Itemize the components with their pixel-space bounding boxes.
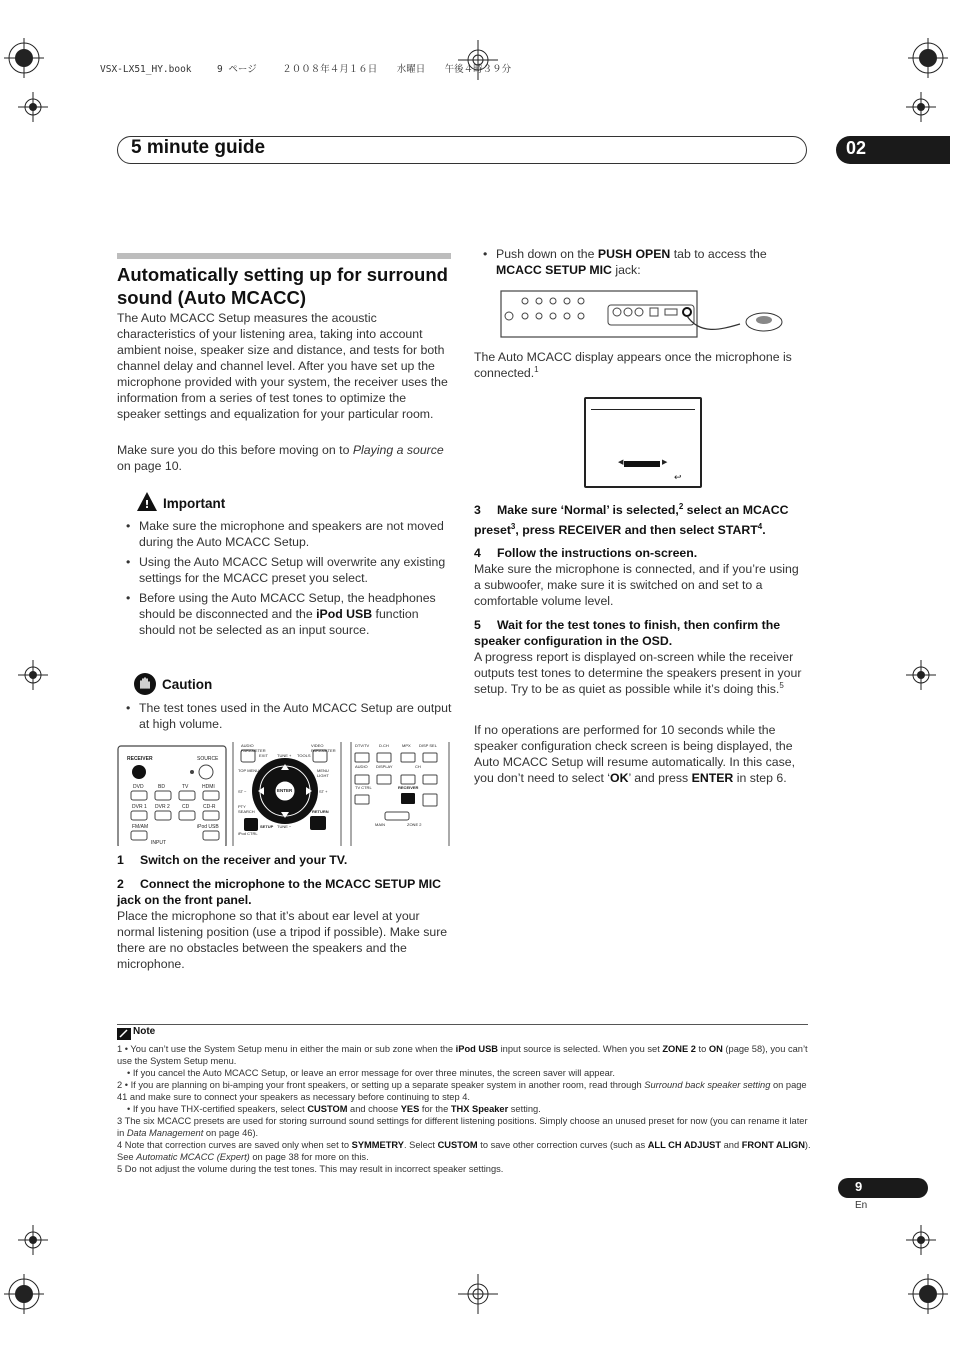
remote-tools: TOOLS [297,753,311,758]
registration-mark-top-right [908,38,948,78]
step-4-number: 4 [474,546,481,560]
step-5-enter: ENTER [691,771,734,785]
important-item3-post: function should not be selected as an input source. [139,607,419,637]
front-panel-illustration [500,290,785,340]
print-weekday: 水曜日 [396,64,426,75]
note-4-italic: Automatic MCACC (Expert) [136,1152,250,1162]
remote-ch: CH [415,764,421,769]
note-1a-to: to [695,1044,709,1054]
step-5-title: Wait for the test tones to finish, then confirm the speaker configuration in the OSD. [474,618,781,648]
note-2b [117,1103,811,1115]
step-3-part2: select an MCACC preset [474,503,789,537]
important-icon [136,491,158,518]
registration-mark-left-upper [18,92,48,122]
note-3 [117,1115,811,1139]
note-1a-b1: iPod USB [455,1044,499,1054]
page-title: 5 minute guide [131,137,266,158]
notes-divider [117,1024,808,1025]
remote-audio-param: AUDIO PARAMETER [241,743,266,753]
remote-display: DISPLAY [376,764,393,769]
osd-selection-bar [624,461,660,467]
registration-mark-bottom-right [908,1274,948,1314]
remote-video-param: VIDEO PARAMETER [311,743,336,753]
print-filename: VSX-LX51_HY.book [100,64,192,75]
notes-body [117,1043,811,1175]
step-5-body [474,649,808,697]
page-number: 9 [855,1179,863,1194]
remote-pty-search: PTY SEARCH [238,804,255,814]
step-5-para2-pre: If no operations are performed for 10 seconds while the speaker configuration check screen is being displayed, the Auto MCACC Setup will resume automatically. In this case, you don’t need to select ‘ [474,723,795,785]
step-3-part1: Make sure ‘Normal’ is selected, [497,503,679,517]
note-4-see: ). See [117,1140,811,1162]
remote-btn-dvr1: DVR 1 [132,804,147,810]
step-3-ref2: 3 [510,521,516,531]
step-3-part3: , press RECEIVER and then select START [515,523,758,537]
note-2b-b1: CUSTOM [307,1104,348,1114]
step-1-title: Switch on the receiver and your TV. [140,853,348,867]
intro-paragraph: The Auto MCACC Setup measures the acoustic characteristics of your listening area, taking into account ambient noise, speaker size and distance, and tests for both channel delay and channel level. After you have set up the microphone provided with your system, the receiver uses the information from a series of test tones to optimize the speaker settings and equalization for your particular room. [117,311,448,421]
before-text-pre: Make sure you do this before moving on to [117,443,353,457]
note-2b-b2: YES [400,1104,420,1114]
step-3-number: 3 [474,503,481,517]
step-5-para2-post: in step 6. [733,771,787,785]
note-3-italic: Data Management [126,1128,204,1138]
note-1a-pre: 1 • You can’t use the System Setup menu in either the main or sub zone when the [117,1044,456,1054]
print-date: ２００８年４月１６日 [282,64,378,75]
note-1a [117,1043,811,1067]
registration-mark-top-center [458,40,498,80]
remote-zone2: ZONE 2 [407,822,422,827]
step-5 [474,617,808,649]
remote-btn-ipod-usb: iPod USB [197,824,219,830]
step-4-title: Follow the instructions on-screen. [497,546,698,560]
remote-btn-cd: CD [182,804,190,810]
push-open-bullet [474,246,808,282]
important-item3-pre: Before using the Auto MCACC Setup, the headphones should be disconnected and the [139,591,436,621]
note-2a-post: on page 41 and make sure to connect your speakers as necessary before continuing to step 4. [117,1080,807,1102]
registration-mark-right-lower [906,1225,936,1255]
print-time: 午後４時３９分 [444,64,512,75]
remote-st-minus: ST − [238,789,247,794]
note-4-pre: 4 Note that correction curves are saved only when set to [117,1140,352,1150]
remote-btn-tv: TV [182,784,189,790]
remote-tune-down: TUNE − [277,824,292,829]
note-2b-pre: • If you have THX-certified speakers, select [127,1104,308,1114]
remote-d-ch: D.CH [379,743,389,748]
section-title: Automatically setting up for surround sound (Auto MCACC) [117,264,448,308]
note-1a-post: (page 58), you can’t use the System Setup menu. [117,1044,808,1066]
remote-btn-fmam: FM/AM [132,824,149,830]
important-item3-bold: iPod USB [316,607,373,621]
before-paragraph [117,442,453,474]
step-5-ok: OK [610,771,629,785]
remote-dtv-tv: DTV/TV [355,743,370,748]
important-item: • Make sure the microphone and speakers are not moved during the Auto MCACC Setup. [117,518,453,550]
osd-return-icon: ↩ [674,472,682,482]
note-4-b1: SYMMETRY [351,1140,404,1150]
note-2b-mid: and choose [347,1104,401,1114]
caution-list [117,700,453,736]
osd-arrow-left-icon: ◀ [618,459,624,466]
registration-mark-left-middle [18,660,48,690]
remote-menu-light: MENU LIGHT [317,768,329,778]
remote-source-label: SOURCE [197,756,219,762]
remote-top-menu: TOP MENU [238,768,259,773]
step-2 [117,876,453,908]
print-info [100,61,511,75]
registration-mark-top-left [4,38,44,78]
step-3 [474,500,808,540]
note-2a-italic: Surround back speaker setting [644,1080,771,1090]
remote-main: MAIN [375,822,385,827]
remote-receiver-label: RECEIVER [127,756,153,762]
step-3-ref3: 4 [757,521,763,531]
note-4-post: on page 38 for more on this. [249,1152,369,1162]
print-page-marker: 9 ページ [216,64,257,75]
note-2b-mid2: for the [419,1104,451,1114]
remote-btn-dvd: DVD [133,784,144,790]
note-3-post: on page 46). [203,1128,259,1138]
step-2-title: Connect the microphone to the MCACC SETUP MIC jack on the front panel. [117,877,442,907]
osd-screen [584,397,702,488]
push-open-post: jack: [611,263,641,277]
note-2a [117,1079,811,1103]
note-2b-b3: THX Speaker [450,1104,509,1114]
page-number-tab [838,1178,928,1198]
remote-setup: SETUP [260,824,274,829]
notes-label: Note [133,1026,156,1037]
step-2-number: 2 [117,877,124,891]
remote-audio: AUDIO [355,764,368,769]
push-open-pre: Push down on the [496,247,598,261]
important-list [117,518,453,642]
remote-return: RETURN [312,809,329,814]
step-1 [117,852,453,868]
registration-mark-bottom-center [458,1274,498,1314]
before-text-post: on page 10. [117,459,182,473]
step-5-para2 [474,722,808,786]
remote-exit: EXIT [259,753,268,758]
registration-mark-right-middle [906,660,936,690]
registration-mark-bottom-left [4,1274,44,1314]
note-1a-b3: ON [708,1044,723,1054]
push-open-jack: MCACC SETUP MIC [496,263,612,277]
remote-illustration [117,742,451,846]
push-open-mid: tab to access the [670,247,767,261]
step-5-ref: 5 [779,680,784,690]
note-4-b3: ALL CH ADJUST [647,1140,722,1150]
step-1-number: 1 [117,853,124,867]
note-4-b2: CUSTOM [437,1140,478,1150]
step-3-part4: . [762,523,766,537]
note-1b: • If you cancel the Auto MCACC Setup, or leave an error message for over three minutes, the screen saver will appear. [127,1068,615,1078]
caution-title: Caution [162,677,213,692]
step-5-body-text: A progress report is displayed on-screen while the receiver outputs test tones to determine the speakers present in your setup. Try to be as quiet as possible while it’s doing this. [474,650,802,696]
registration-mark-left-lower [18,1225,48,1255]
remote-receiver-button: RECEIVER [398,785,419,790]
osd-note-text: The Auto MCACC display appears once the microphone is connected. [474,350,792,380]
step-3-ref1: 2 [678,501,684,511]
before-text-link: Playing a source [352,443,444,457]
note-4-b4: FRONT ALIGN [741,1140,805,1150]
registration-mark-right-upper [906,92,936,122]
step-4 [474,545,808,561]
note-4-and: and [721,1140,742,1150]
remote-st-plus: ST + [319,789,328,794]
remote-btn-dvr2: DVR 2 [155,804,170,810]
note-1a-b2: ZONE 2 [662,1044,696,1054]
important-title: Important [163,496,226,511]
chapter-number: 02 [846,138,867,158]
remote-disp-sel: DISP SEL [419,743,437,748]
caution-icon [133,672,157,701]
step-5-para2-mid: ’ and press [628,771,692,785]
note-1a-mid: input source is selected. When you set [498,1044,663,1054]
osd-arrow-right-icon: ▶ [662,459,668,466]
caution-item: • The test tones used in the Auto MCACC Setup are output at high volume. [117,700,453,732]
step-5-number: 5 [474,618,481,632]
remote-tv-ctrl: TV CTRL [355,785,372,790]
remote-enter: ENTER [277,788,293,793]
step-2-body: Place the microphone so that it’s about ear level at your normal listening position (use a tripod if possible). Make sure there are no obstacles between the speakers and the microphone. [117,909,448,971]
section-bar [117,253,451,259]
note-4 [117,1139,811,1163]
note-5: 5 Do not adjust the volume during the test tones. This may result in incorrect speaker settings. [117,1164,504,1174]
remote-mpx: MPX [402,743,411,748]
push-open-tab: PUSH OPEN [597,247,671,261]
osd-note [474,349,808,381]
remote-input-label: INPUT [151,840,166,846]
step-4-body: Make sure the microphone is connected, and if you’re using a subwoofer, make sure it is switched on and set to a comfortable volume level. [474,562,799,608]
remote-tune-up: TUNE + [277,753,292,758]
remote-ipod-ctrl: iPod CTRL [238,831,258,836]
svg-text:!: ! [144,498,150,511]
note-3-pre: 3 The six MCACC presets are used for storing surround sound settings for different listening positions. Simply choose an unused preset for now (you can rename it later in [117,1116,808,1138]
remote-btn-bd: BD [158,784,165,790]
note-2b-post: setting. [508,1104,541,1114]
important-item [117,590,453,638]
note-4-mid2: to save other correction curves (such as [477,1140,648,1150]
remote-btn-cdr: CD-R [203,804,216,810]
osd-note-ref: 1 [534,364,539,374]
important-item: • Using the Auto MCACC Setup will overwrite any existing settings for the MCACC preset you select. [117,554,453,586]
remote-btn-hdmi: HDMI [202,784,215,790]
note-4-mid: . Select [403,1140,438,1150]
language-code: En [855,1200,868,1211]
note-2a-pre: 2 • If you are planning on bi-amping your front speakers, or setting up a separate speaker system in another room, read through [117,1080,645,1090]
